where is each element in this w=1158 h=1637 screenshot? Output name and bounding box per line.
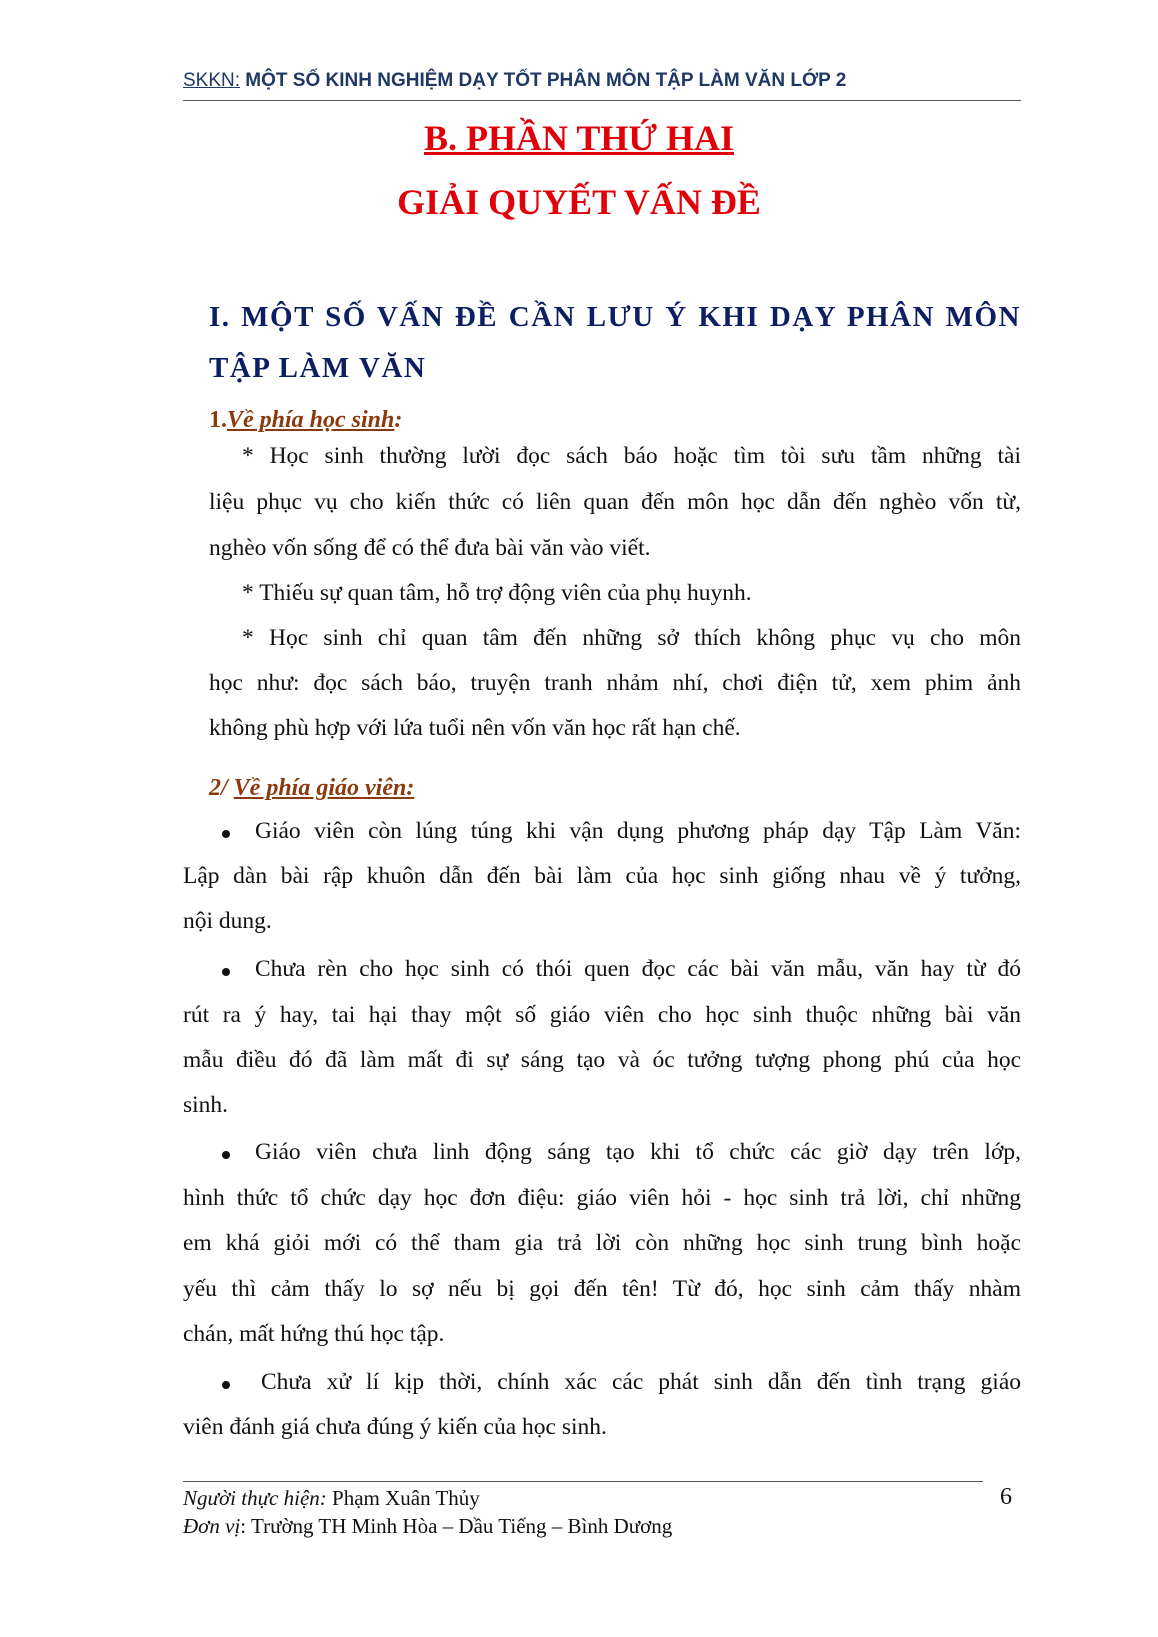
header-title: MỘT SỐ KINH NGHIỆM DẠY TỐT PHÂN MÔN TẬP LÀM VĂN LỚP 2 <box>240 70 847 91</box>
student-line-3: nghèo vốn sống để có thể đưa bài văn vào viết. <box>209 535 651 561</box>
footer-unit-name: : Trường TH Minh Hòa – Dầu Tiếng – Bình Dương <box>240 1514 673 1538</box>
bullet-1 <box>222 830 230 838</box>
subheading-students-colon: : <box>394 407 403 433</box>
teacher-line-8: Giáo viên chưa linh động sáng tạo khi tổ chức các giờ dạy trên lớp, <box>255 1139 1021 1165</box>
section-heading-line2: TẬP LÀM VĂN <box>209 352 427 384</box>
teacher-line-3: nội dung. <box>183 908 272 934</box>
bullet-4 <box>222 1381 230 1389</box>
teacher-line-10: em khá giỏi mới có thể tham gia trả lời còn những học sinh trung bình hoặc <box>183 1230 1021 1256</box>
page-header <box>183 70 1021 101</box>
teacher-line-14: viên đánh giá chưa đúng ý kiến của học sinh. <box>183 1414 607 1440</box>
footer-author-label: Người thực hiện: <box>183 1486 327 1510</box>
footer-divider <box>183 1481 983 1482</box>
student-line-6: học như: đọc sách báo, truyện tranh nhảm nhí, chơi điện tử, xem phim ảnh <box>209 670 1021 696</box>
teacher-line-7: sinh. <box>183 1092 229 1118</box>
student-line-5: * Học sinh chỉ quan tâm đến những sở thích không phục vụ cho môn <box>242 625 1021 651</box>
teacher-line-1: Giáo viên còn lúng túng khi vận dụng phương pháp dạy Tập Làm Văn: <box>255 818 1021 844</box>
subheading-teachers <box>209 775 414 802</box>
subheading-students-label: Về phía học sinh <box>227 407 395 433</box>
student-line-7: không phù hợp với lứa tuổi nên vốn văn học rất hạn chế. <box>209 715 741 741</box>
teacher-line-5: rút ra ý hay, tai hại thay một số giáo viên cho học sinh thuộc những bài văn <box>183 1002 1021 1028</box>
footer-unit-label: Đơn vị <box>183 1514 241 1538</box>
page-number: 6 <box>1000 1484 1012 1510</box>
footer-author-name: Phạm Xuân Thủy <box>326 1486 480 1510</box>
teacher-line-11: yếu thì cảm thấy lo sợ nếu bị gọi đến tên! Từ đó, học sinh cảm thấy nhàm <box>183 1276 1021 1302</box>
bullet-2 <box>222 968 230 976</box>
teacher-line-2: Lập dàn bài rập khuôn dẫn đến bài làm của học sinh giống nhau về ý tưởng, <box>183 863 1021 889</box>
student-line-1: * Học sinh thường lười đọc sách báo hoặc tìm tòi sưu tầm những tài <box>242 443 1021 469</box>
student-line-2: liệu phục vụ cho kiến thức có liên quan đến môn học dẫn đến nghèo vốn từ, <box>209 489 1021 515</box>
bullet-3 <box>222 1151 230 1159</box>
part-title-text: B. PHẦN THỨ HAI <box>423 118 735 158</box>
subheading-teachers-label: Về phía giáo viên: <box>233 775 415 801</box>
subheading-students-number: 1. <box>209 407 227 433</box>
student-line-4: * Thiếu sự quan tâm, hỗ trợ động viên của phụ huynh. <box>242 580 752 606</box>
footer-author <box>183 1486 480 1511</box>
teacher-line-12: chán, mất hứng thú học tập. <box>183 1321 445 1347</box>
teacher-line-13: Chưa xử lí kịp thời, chính xác các phát sinh dẫn đến tình trạng giáo <box>261 1369 1021 1395</box>
teacher-line-4: Chưa rèn cho học sinh có thói quen đọc các bài văn mẫu, văn hay từ đó <box>255 956 1021 982</box>
teacher-line-9: hình thức tổ chức dạy học đơn điệu: giáo viên hỏi - học sinh trả lời, chỉ những <box>183 1185 1021 1211</box>
part-title <box>0 117 1158 159</box>
part-subtitle: GIẢI QUYẾT VẤN ĐỀ <box>397 182 761 222</box>
section-heading-line1: I. MỘT SỐ VẤN ĐỀ CẦN LƯU Ý KHI DẠY PHÂN MÔN <box>209 301 1021 333</box>
subheading-students <box>209 407 402 434</box>
footer-unit <box>183 1514 672 1539</box>
subheading-teachers-number: 2/ <box>209 775 234 801</box>
header-prefix: SKKN: <box>183 70 241 91</box>
teacher-line-6: mẫu điều đó đã làm mất đi sự sáng tạo và óc tưởng tượng phong phú của học <box>183 1047 1021 1073</box>
